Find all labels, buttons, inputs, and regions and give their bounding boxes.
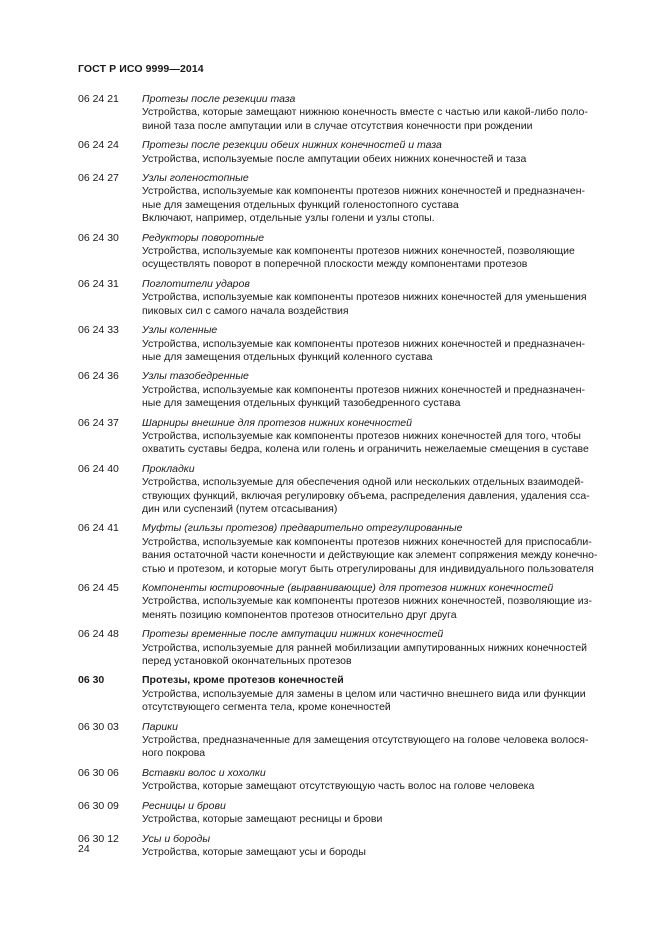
description-line: Устройства, используемые как компоненты протезов нижних конечностей для уменьшения: [142, 291, 587, 304]
classification-entry: [78, 833, 618, 860]
classification-entry: [78, 172, 618, 226]
entry-description: [142, 813, 618, 826]
entry-code: 06 30 09: [78, 799, 119, 812]
entry-body: [142, 93, 618, 133]
entry-code: 06 24 45: [78, 582, 119, 594]
entry-description: [142, 642, 618, 669]
entry-code: 06 24 31: [78, 277, 119, 290]
entry-description: [142, 384, 618, 411]
classification-entry: [78, 721, 618, 761]
description-line: отсутствующего сегмента тела, кроме конечностей: [142, 701, 391, 714]
entry-title: Узлы голеностопные: [142, 172, 249, 185]
classification-entry: [78, 139, 618, 166]
entry-body: [142, 582, 618, 622]
description-line: Устройства, которые замещают отсутствующую часть волос на голове человека: [142, 780, 535, 793]
classification-entry: [78, 767, 618, 794]
entry-description: [142, 185, 618, 225]
description-line: Устройства, используемые как компоненты протезов нижних конечностей, позволяющие из-: [142, 595, 592, 608]
description-line: ные для замещения отдельных функций коленного сустава: [142, 350, 433, 363]
entry-body: [142, 172, 618, 226]
entry-description: [142, 338, 618, 365]
entry-title: Протезы после резекции таза: [142, 93, 296, 105]
entry-description: [142, 106, 618, 133]
entry-body: [142, 522, 618, 576]
entry-code: 06 30 12: [78, 832, 119, 845]
entry-title: Ресницы и брови: [142, 799, 226, 812]
entry-description: [142, 595, 618, 622]
entry-code: 06 30 06: [78, 766, 119, 779]
entry-code: 06 24 21: [78, 93, 119, 105]
description-line: Устройства, используемые как компоненты протезов нижних конечностей для того, чтобы: [142, 429, 581, 442]
entry-code: 06 30: [78, 674, 105, 687]
entry-description: [142, 846, 618, 859]
entry-title: Протезы, кроме протезов конечностей: [142, 674, 344, 687]
classification-entry: [78, 800, 618, 827]
entry-title: Протезы после резекции обеих нижних конечностей и таза: [142, 139, 442, 152]
page-number: 24: [78, 843, 90, 855]
entry-description: [142, 245, 618, 272]
classification-entry: [78, 628, 618, 668]
entry-body: [142, 767, 618, 794]
entry-code: 06 30 03: [78, 720, 119, 733]
description-line: менять позицию компонентов протезов относительно друг друга: [142, 608, 457, 621]
description-line: Устройства, используемые для ранней мобилизации ампутированных нижних конечностей: [142, 641, 588, 654]
description-line: Включают, например, отдельные узлы голени и узлы стопы.: [142, 212, 435, 225]
entry-code: 06 24 40: [78, 462, 119, 475]
entry-title: Редукторы поворотные: [142, 231, 265, 244]
description-line: Устройства, используемые для замены в целом или частично внешнего вида или функции: [142, 687, 586, 700]
entry-description: [142, 153, 618, 166]
description-line: Устройства, используемые как компоненты протезов нижних конечностей, позволяющие: [142, 245, 575, 258]
entry-body: [142, 417, 618, 457]
entry-body: [142, 278, 618, 318]
entry-body: [142, 800, 618, 827]
description-line: пиковых сил с самого начала воздействия: [142, 304, 349, 317]
entry-body: [142, 139, 618, 166]
entry-title: Шарниры внешние для протезов нижних конечностей: [142, 416, 412, 429]
description-line: Устройства, используемые как компоненты протезов нижних конечностей для приспосабли-: [142, 535, 592, 548]
classification-entry: [78, 417, 618, 457]
classification-entry: [78, 522, 618, 576]
description-line: перед установкой окончательных протезов: [142, 655, 352, 668]
entry-title: Вставки волос и хохолки: [142, 766, 266, 779]
description-line: Устройства, предназначенные для замещения отсутствующего на голове человека волося-: [142, 734, 589, 747]
description-line: Устройства, используемые как компоненты протезов нижних конечностей и предназначен-: [142, 185, 586, 198]
entry-body: [142, 628, 618, 668]
classification-entry: [78, 370, 618, 410]
description-line: стью и протезом, и которые могут быть отрегулированы для индивидуального пользователя: [142, 562, 594, 575]
classification-list: [78, 93, 618, 865]
entry-title: Протезы временные после ампутации нижних конечностей: [142, 628, 444, 641]
entry-title: Узлы коленные: [142, 324, 218, 337]
entry-description: [142, 291, 618, 318]
entry-body: [142, 721, 618, 761]
classification-entry: [78, 232, 618, 272]
entry-description: [142, 476, 618, 516]
classification-entry: [78, 278, 618, 318]
description-line: ного покрова: [142, 747, 206, 760]
classification-group: [78, 674, 618, 714]
description-line: Устройства, используемые как компоненты протезов нижних конечностей и предназначен-: [142, 337, 586, 350]
entry-body: [142, 370, 618, 410]
classification-entry: [78, 582, 618, 622]
description-line: ствующих функций, включая регулировку объема, распределения давления, удаления сса-: [142, 489, 590, 502]
description-line: ные для замещения отдельных функций тазобедренного сустава: [142, 397, 461, 410]
entry-code: 06 24 36: [78, 370, 119, 383]
entry-description: [142, 536, 618, 576]
entry-code: 06 24 24: [78, 139, 119, 152]
description-line: Устройства, которые замещают усы и бороды: [142, 845, 366, 858]
entry-body: [142, 232, 618, 272]
description-line: ные для замещения отдельных функций голеностопного сустава: [142, 198, 459, 211]
entry-description: [142, 780, 618, 793]
description-line: охватить суставы бедра, колена или голень и ограничить нежелаемые смещения в суставе: [142, 443, 589, 456]
entry-description: [142, 688, 618, 715]
entry-code: 06 24 37: [78, 416, 119, 429]
entry-title: Усы и бороды: [142, 832, 211, 845]
classification-entry: [78, 93, 618, 133]
entry-body: [142, 463, 618, 517]
description-line: Устройства, которые замещают нижнюю конечность вместе с частью или какой-либо поло-: [142, 106, 588, 119]
description-line: дин или суспензий (путем отсасывания): [142, 502, 338, 515]
description-line: Устройства, которые замещают ресницы и брови: [142, 813, 383, 826]
description-line: Устройства, используемые после ампутации обеих нижних конечностей и таза: [142, 152, 527, 165]
entry-title: Компоненты юстировочные (выравнивающие) для протезов нижних конечностей: [142, 582, 554, 594]
entry-body: [142, 324, 618, 364]
entry-code: 06 24 41: [78, 522, 119, 535]
entry-title: Поглотители ударов: [142, 277, 250, 290]
entry-title: Прокладки: [142, 462, 195, 475]
entry-description: [142, 430, 618, 457]
entry-description: [142, 734, 618, 761]
entry-title: Парики: [142, 720, 178, 733]
entry-body: [142, 674, 618, 714]
classification-entry: [78, 463, 618, 517]
document-header: ГОСТ Р ИСО 9999—2014: [78, 63, 204, 75]
entry-title: Узлы тазобедренные: [142, 370, 249, 383]
entry-code: 06 24 48: [78, 628, 119, 641]
description-line: осуществлять поворот в поперечной плоскости между компонентами протезов: [142, 258, 528, 271]
entry-code: 06 24 33: [78, 324, 119, 337]
description-line: Устройства, используемые для обеспечения одной или нескольких отдельных взаимодей-: [142, 476, 584, 489]
description-line: вания остаточной части конечности и действующие как элемент сопряжения между конечно-: [142, 549, 598, 562]
description-line: виной таза после ампутации или в случае отсутствия конечности при рождении: [142, 119, 533, 132]
classification-entry: [78, 324, 618, 364]
description-line: Устройства, используемые как компоненты протезов нижних конечностей и предназначен-: [142, 383, 586, 396]
entry-body: [142, 833, 618, 860]
entry-code: 06 24 30: [78, 231, 119, 244]
entry-title: Муфты (гильзы протезов) предварительно отрегулированные: [142, 522, 463, 535]
entry-code: 06 24 27: [78, 172, 119, 185]
